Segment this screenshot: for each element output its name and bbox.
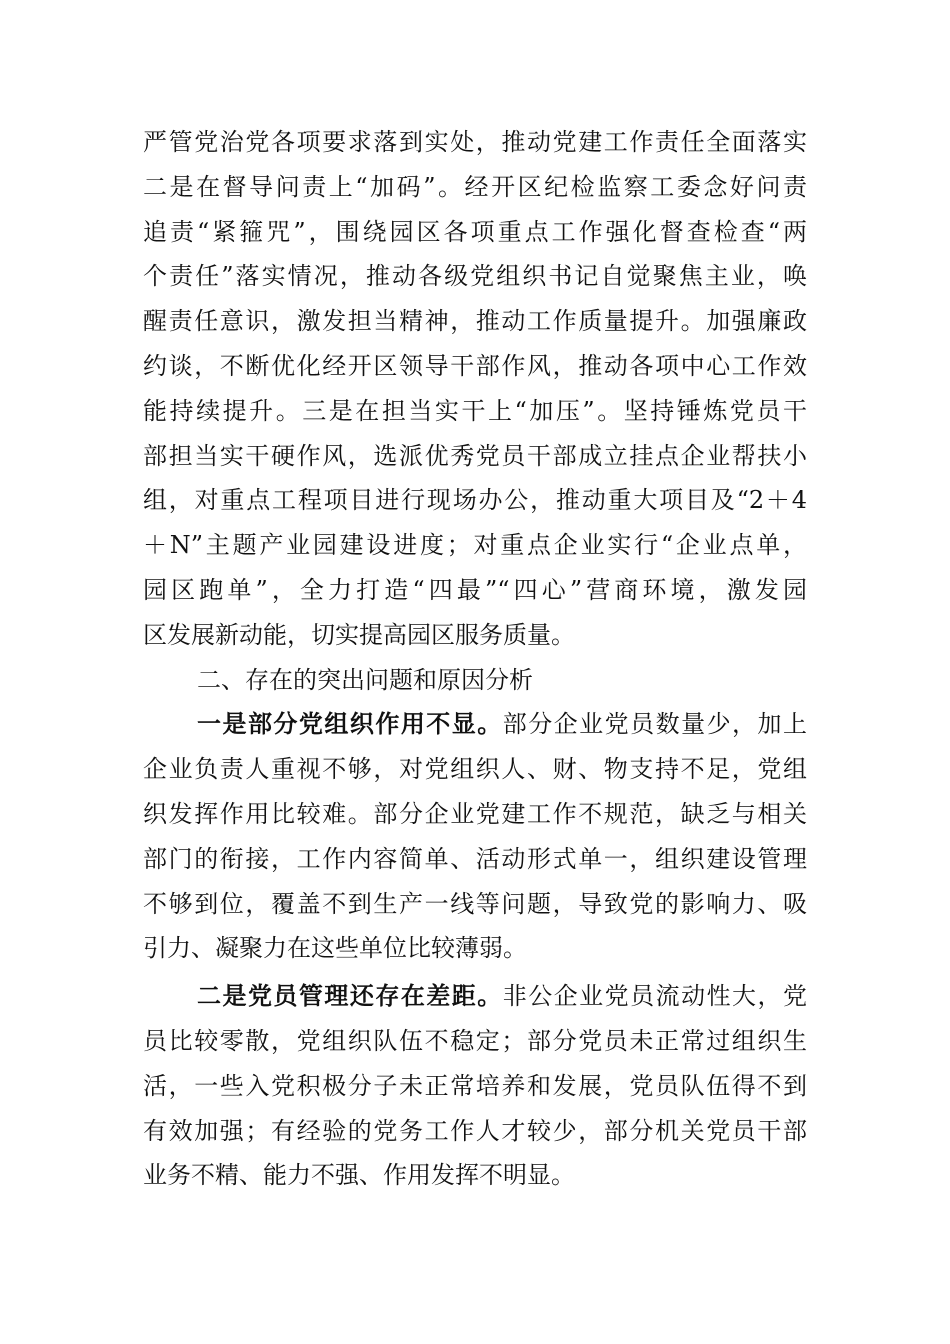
paragraph-member-management — [143, 974, 807, 1198]
paragraph-line: 织发挥作用比较难。部分企业党建工作不规范，缺乏与相关 — [143, 799, 807, 828]
paragraph-party-organization-role — [143, 702, 807, 971]
paragraph-line: ＋N”主题产业园建设进度；对重点企业实行“企业点单， — [143, 531, 807, 560]
paragraph-lead-heading: 一是部分党组织作用不显。 — [197, 709, 503, 739]
paragraph-line: 业务不精、能力不强、作用发挥不明显。 — [143, 1161, 575, 1190]
section-heading: 二、存在的突出问题和原因分析 — [197, 665, 533, 694]
paragraph-line: 能持续提升。三是在担当实干上“加压”。坚持锤炼党员干 — [143, 396, 807, 425]
paragraph-line: 个责任”落实情况，推动各级党组织书记自觉聚焦主业，唤 — [143, 262, 807, 291]
paragraph-line: 部门的衔接，工作内容简单、活动形式单一，组织建设管理 — [143, 844, 807, 873]
paragraph-first-line — [143, 702, 807, 747]
paragraph-line: 员比较零散，党组织队伍不稳定；部分党员未正常过组织生 — [143, 1026, 807, 1055]
paragraph-line: 有效加强；有经验的党务工作人才较少，部分机关党员干部 — [143, 1116, 807, 1145]
paragraph-line: 园区跑单”，全力打造“四最”“四心”营商环境，激发园 — [143, 575, 807, 604]
paragraph-line: 活，一些入党积极分子未正常培养和发展，党员队伍得不到 — [143, 1071, 807, 1100]
paragraph-line: 严管党治党各项要求落到实处，推动党建工作责任全面落实 — [143, 128, 807, 156]
paragraph-lead-heading: 二是党员管理还存在差距。 — [197, 981, 503, 1011]
paragraph-line: 追责“紧箍咒”，围绕园区各项重点工作强化督查检查“两 — [143, 217, 807, 246]
paragraph-line: 二是在督导问责上“加码”。经开区纪检监察工委念好问责 — [143, 172, 807, 201]
paragraph-lead-text: 非公企业党员流动性大，党 — [502, 982, 807, 1011]
paragraph-line: 引力、凝聚力在这些单位比较薄弱。 — [143, 934, 527, 963]
paragraph-lead-text: 部分企业党员数量少，加上 — [502, 710, 807, 739]
document-body — [143, 120, 807, 1198]
paragraph-line: 部担当实干硬作风，选派优秀党员干部成立挂点企业帮扶小 — [143, 441, 807, 470]
paragraph-line: 醒责任意识，激发担当精神，推动工作质量提升。加强廉政 — [143, 307, 807, 336]
paragraph-line: 约谈，不断优化经开区领导干部作风，推动各项中心工作效 — [143, 351, 807, 380]
paragraph-line: 不够到位，覆盖不到生产一线等问题，导致党的影响力、吸 — [143, 889, 807, 918]
paragraph-line: 企业负责人重视不够，对党组织人、财、物支持不足，党组 — [143, 755, 807, 784]
paragraph-continued — [143, 120, 807, 658]
paragraph-line: 组，对重点工程项目进行现场办公，推动重大项目及“2＋4 — [143, 486, 807, 515]
paragraph-first-line — [143, 974, 807, 1019]
paragraph-line: 区发展新动能，切实提高园区服务质量。 — [143, 620, 575, 649]
